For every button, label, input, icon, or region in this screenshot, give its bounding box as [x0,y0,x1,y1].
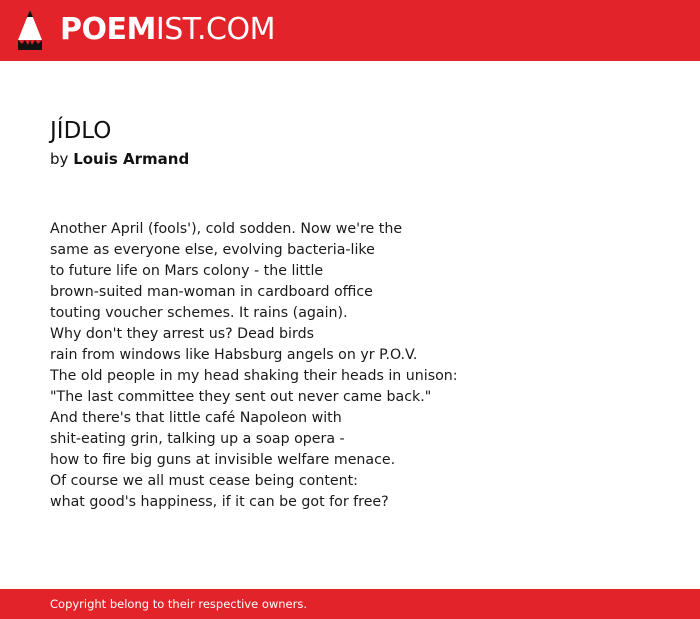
brand-light: IST.COM [155,12,275,47]
poem-line: to future life on Mars colony - the little [50,263,324,279]
poem-line: The old people in my head shaking their heads in unison: [50,368,458,384]
poem-body [50,219,670,513]
poem-line: "The last committee they sent out never came back." [50,389,432,405]
poem-title: JÍDLO [50,118,112,144]
poem-line: And there's that little café Napoleon with [50,410,342,426]
pencil-icon [17,9,43,51]
poem-line: Another April (fools'), cold sodden. Now we're the [50,221,403,237]
brand-name [60,9,275,51]
poem-line: how to fire big guns at invisible welfare menace. [50,452,396,468]
poem-line: touting voucher schemes. It rains (again). [50,305,348,321]
site-header [0,0,700,61]
site-logo-link[interactable] [17,9,275,51]
poem-byline [50,149,189,169]
poem-line: what good's happiness, if it can be got for free? [50,494,389,510]
poem-line: Why don't they arrest us? Dead birds [50,326,314,342]
poem-line: rain from windows like Habsburg angels on yr P.O.V. [50,347,418,363]
brand-bold: POEM [60,12,156,47]
poem-line: Of course we all must cease being content: [50,473,358,489]
site-footer [0,589,700,619]
poem-line: shit-eating grin, talking up a soap opera - [50,431,345,447]
poem-line: brown-suited man-woman in cardboard office [50,284,373,300]
by-label: by [50,150,69,168]
author-link[interactable]: Louis Armand [73,150,190,168]
poem-line: same as everyone else, evolving bacteria-like [50,242,375,258]
copyright-notice: Copyright belong to their respective owners. [50,597,308,611]
